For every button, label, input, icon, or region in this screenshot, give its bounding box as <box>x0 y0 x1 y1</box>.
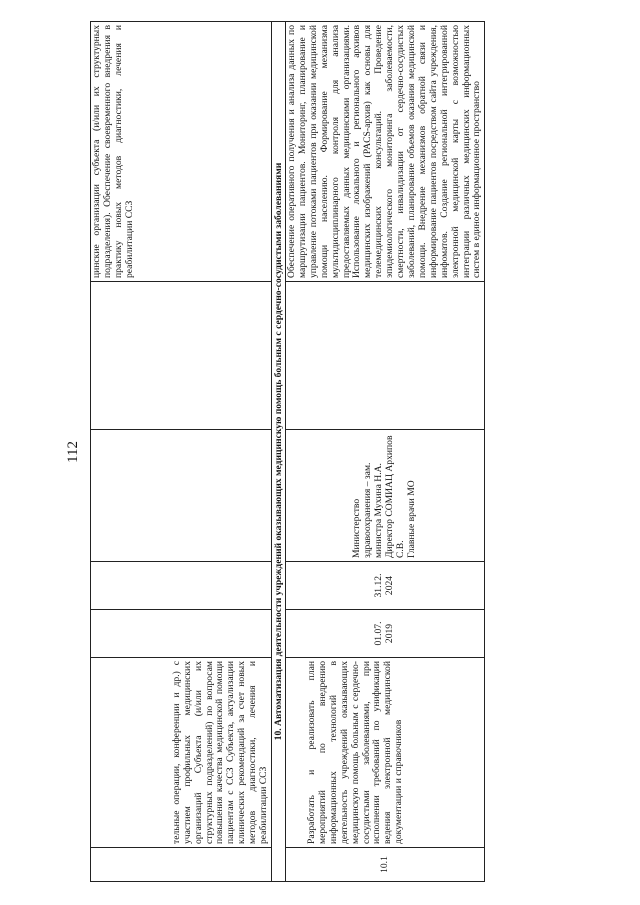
cell-indicator-empty <box>91 282 272 430</box>
item-end-date: 31.12. 2024 <box>286 562 485 610</box>
cell-result-continued <box>91 22 272 282</box>
cell-end-empty <box>91 562 272 610</box>
item-responsible: Министерство здравоохранения – зам. министра Мухина Н.А. Директор СОМИАЦ Архипов С.В. Главные врачи МО <box>286 430 485 562</box>
action-plan-table <box>90 21 485 882</box>
cell-start-empty <box>91 610 272 658</box>
section-10-title: 10. Автоматизация деятельности учреждений оказывающих медицинскую помощь больным с сердечно-сосудистыми заболеваниями <box>272 22 286 882</box>
item-activity <box>286 658 485 848</box>
cell-number-empty <box>91 848 272 882</box>
activity-continued-text: тельные операции, конференции и др.) с участием профильных медицинских организаций Субъекта (и/или их структурных подразделений) по вопросам повышения качества медицинской помощи пациентам с ССЗ Субъекта, актуализации клинических рекомендаций за счет новых методов диагностики, лечения и реабилитации ССЗ <box>170 661 270 844</box>
item-number: 10.1 <box>286 848 485 882</box>
item-indicator-empty <box>286 282 485 430</box>
cell-responsible-empty <box>91 430 272 562</box>
table-row-item-10-1 <box>286 22 485 882</box>
activity-spacer <box>287 661 307 844</box>
result-continued-text: цинские организации субъекта (и/или их структурных подразделения). Обеспечение своевременного внедрения в практику новых методов диагностики, лечения и реабилитации ССЗ <box>91 25 135 278</box>
page-number: 112 <box>65 441 81 463</box>
rotated-page <box>58 22 590 882</box>
item-activity-text: Разработать и реализовать план мероприятий по внедрению информационных технологий в деятельность учреждений оказывающих медицинскую помощь больным с сердечно-сосудистыми заболеваниями, при исполнении требований по унификации ведения электронной медицинской документации и справочников <box>306 661 405 844</box>
table-row-section-header <box>272 22 286 882</box>
table-row-continuation <box>91 22 272 882</box>
item-result: Обеспечение оперативного получения и анализа данных по маршрутизации пациентов. Мониторинг, планирование и управление потоками пациентов при оказании медицинской помощи населению. Формирование механизма мультидисциплинарного контроля для анализа предоставляемых данных медицинскими организациями. Использование локального и регионального архивов медицинских изображений (PACS-архив) как основы для телемедицинских консультаций. Проведение эпидемиологического мониторинга заболеваемости, смертности, инвалидизации от сердечно-сосудистых заболеваний, планирование объемов оказания медицинской помощи. Внедрение механизмов обратной связи и информирование пациентов посредством сайта учреждения, инфоматов. Создание региональной интегрированной электронной медицинской карты с возможностью интеграции различных медицинских информационных систем в единое информационное пространство <box>286 22 485 282</box>
item-start-date: 01.07. 2019 <box>286 610 485 658</box>
cell-activity-continued <box>91 658 272 848</box>
result-continued-block <box>92 25 270 278</box>
